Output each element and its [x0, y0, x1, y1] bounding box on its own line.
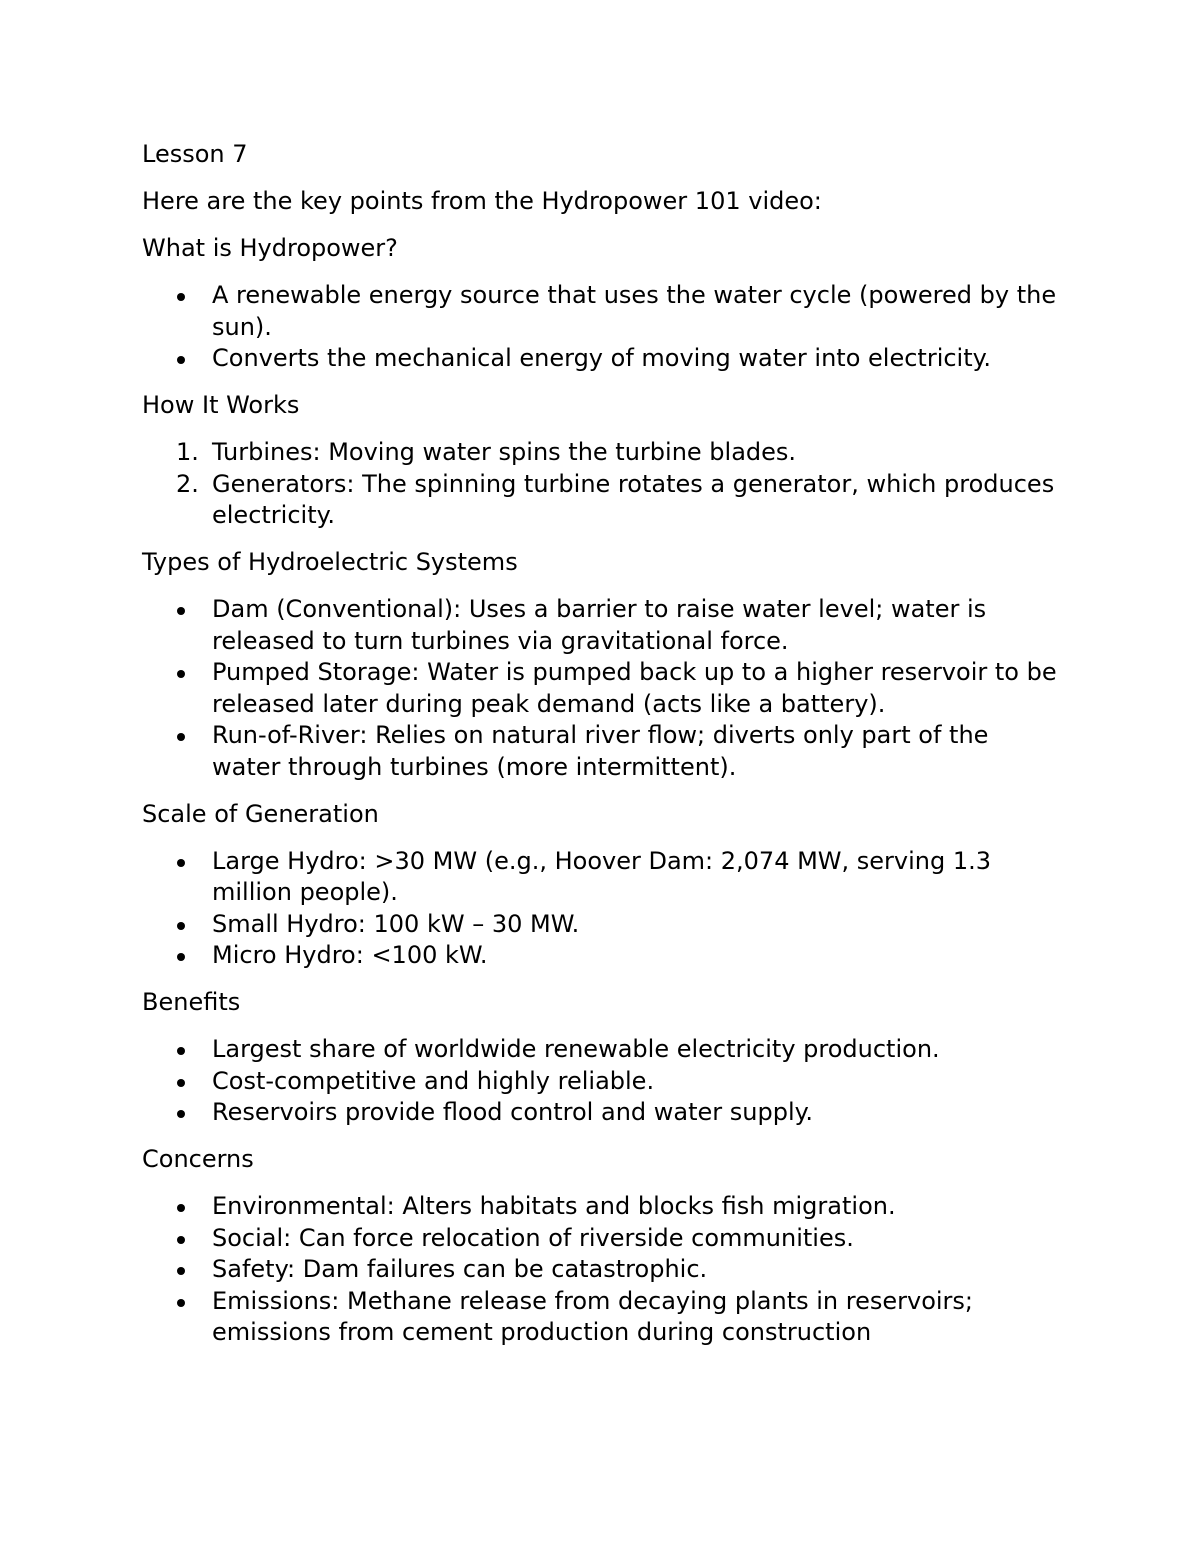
- section-heading-scale: Scale of Generation: [142, 799, 379, 828]
- list-item: Converts the mechanical energy of moving water into electricity.: [212, 343, 1062, 375]
- bullet-icon: [177, 1204, 185, 1212]
- bullet-icon: [177, 922, 185, 930]
- bullet-list-benefits: [142, 1034, 1062, 1129]
- section-heading-concerns: Concerns: [142, 1145, 254, 1173]
- bullet-icon: [177, 607, 185, 615]
- bullet-icon: [177, 1299, 185, 1307]
- list-item: Reservoirs provide flood control and water supply.: [212, 1097, 1062, 1129]
- bullet-icon: [177, 670, 185, 678]
- numbered-list-how: [142, 437, 1062, 532]
- list-item: Social: Can force relocation of riverside communities.: [212, 1223, 1062, 1255]
- bullet-icon: [177, 1236, 185, 1244]
- list-item: Safety: Dam failures can be catastrophic.: [212, 1254, 1062, 1286]
- list-item: Run-of-River: Relies on natural river flow; diverts only part of the water through turbines (more intermittent).: [212, 720, 1062, 783]
- section-heading-benefits: Benefits: [142, 988, 241, 1016]
- list-item: Small Hydro: 100 kW – 30 MW.: [212, 909, 1062, 941]
- list-item: Cost-competitive and highly reliable.: [212, 1066, 1062, 1098]
- list-number: 1.: [176, 438, 199, 466]
- list-item: 1. Turbines: Moving water spins the turbine blades.: [212, 437, 1062, 469]
- bullet-icon: [177, 859, 185, 867]
- bullet-icon: [177, 733, 185, 741]
- bullet-list-concerns: [142, 1191, 1062, 1349]
- list-number: 2.: [176, 469, 199, 498]
- bullet-icon: [177, 293, 185, 301]
- list-item: A renewable energy source that uses the water cycle (powered by the sun).: [212, 280, 1062, 343]
- bullet-list-types: [142, 594, 1062, 783]
- section-heading-how: How It Works: [142, 391, 300, 419]
- section-heading-what: What is Hydropower?: [142, 234, 398, 262]
- bullet-list-scale: [142, 846, 1062, 972]
- section-heading-types: Types of Hydroelectric Systems: [142, 548, 518, 576]
- list-item: Environmental: Alters habitats and blocks fish migration.: [212, 1191, 1062, 1223]
- lesson-title: Lesson 7: [142, 140, 248, 168]
- list-item: Pumped Storage: Water is pumped back up to a higher reservoir to be released later during peak demand (acts like a battery).: [212, 657, 1062, 720]
- bullet-icon: [177, 356, 185, 364]
- bullet-icon: [177, 1079, 185, 1087]
- list-item: Micro Hydro: <100 kW.: [212, 940, 1062, 972]
- list-item: Large Hydro: >30 MW (e.g., Hoover Dam: 2,074 MW, serving 1.3 million people).: [212, 846, 1062, 909]
- bullet-icon: [177, 1267, 185, 1275]
- list-item: Emissions: Methane release from decaying plants in reservoirs; emissions from cement production during construction: [212, 1286, 1062, 1349]
- bullet-icon: [177, 1110, 185, 1118]
- document-page: [142, 139, 1062, 1364]
- list-item: Dam (Conventional): Uses a barrier to raise water level; water is released to turn turbines via gravitational force.: [212, 594, 1062, 657]
- bullet-icon: [177, 1047, 185, 1055]
- intro-text: Here are the key points from the Hydropower 101 video:: [142, 187, 822, 215]
- bullet-icon: [177, 953, 185, 961]
- list-item: 2. Generators: The spinning turbine rotates a generator, which produces electricity.: [176, 469, 1055, 529]
- list-item: Largest share of worldwide renewable electricity production.: [212, 1034, 1062, 1066]
- bullet-list-what: [142, 280, 1062, 375]
